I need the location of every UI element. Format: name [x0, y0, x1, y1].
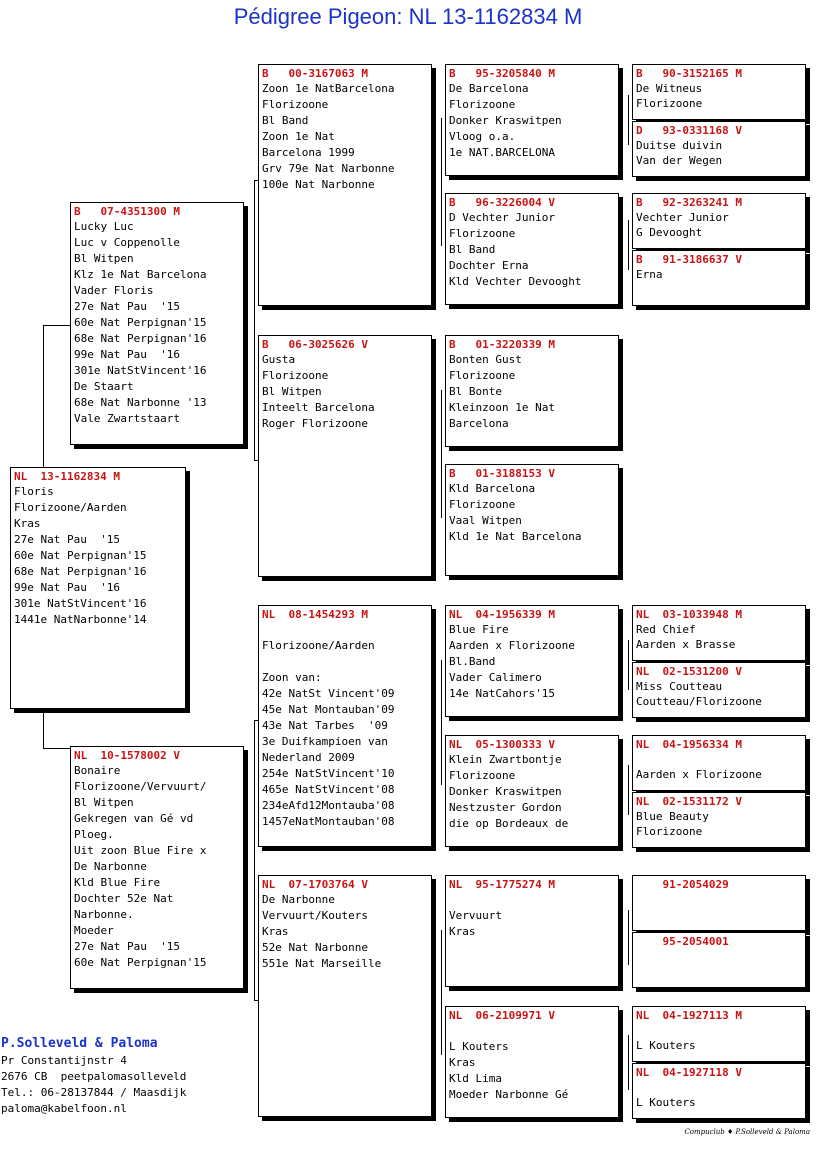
- owner-info: [1, 1035, 186, 1117]
- ring-number: B 00-3167063 M: [262, 67, 368, 80]
- info-line: 27e Nat Pau '15: [14, 533, 120, 546]
- info-line: De Barcelona: [449, 82, 529, 95]
- info-line: Dochter Erna: [449, 259, 529, 272]
- info-line: Inteelt Barcelona: [262, 401, 375, 414]
- ring-number: NL 04-1927113 M: [636, 1009, 742, 1022]
- ring-number: NL 04-1956334 M: [636, 738, 742, 751]
- ring-number: 91-2054029: [636, 878, 729, 891]
- info-line: Klein Zwartbontje: [449, 753, 562, 766]
- info-line: L Kouters: [636, 1039, 696, 1052]
- info-line: Florizoone/Aarden: [262, 639, 375, 652]
- info-line: Bl Band: [449, 243, 496, 256]
- ring-number: B 92-3263241 M: [636, 196, 742, 209]
- info-line: 42e NatSt Vincent'09: [262, 687, 395, 700]
- ring-number: NL 03-1033948 M: [636, 608, 742, 621]
- info-line: [262, 622, 428, 638]
- info-line: 301e NatStVincent'16: [14, 597, 147, 610]
- info-line: Florizoone: [636, 97, 703, 110]
- info-line: Narbonne.: [74, 908, 134, 921]
- info-line: Nestzuster Gordon: [449, 801, 562, 814]
- info-line: Bl Witpen: [74, 796, 134, 809]
- info-line: De Narbonne: [74, 860, 147, 873]
- ring-number: NL 04-1927118 V: [636, 1066, 742, 1079]
- ring-number: B 06-3025626 V: [262, 338, 368, 351]
- info-line: Zoon 1e NatBarcelona: [262, 82, 395, 95]
- connector: [441, 660, 442, 785]
- info-line: 60e Nat Perpignan'15: [74, 316, 207, 329]
- owner-email: paloma@kabelfoon.nl: [1, 1102, 127, 1115]
- ring-number: NL 13-1162834 M: [14, 470, 120, 483]
- ring-number: B 01-3220339 M: [449, 338, 555, 351]
- ancestor-card-mfmf: [632, 735, 806, 791]
- connector: [441, 118, 442, 246]
- info-line: 60e Nat Perpignan'15: [14, 549, 147, 562]
- info-line: Moeder Narbonne Gé: [449, 1088, 569, 1101]
- info-line: Zoon van:: [262, 671, 322, 684]
- ring-number: D 93-0331168 V: [636, 124, 742, 137]
- info-line: Barcelona 1999: [262, 146, 355, 159]
- info-line: L Kouters: [449, 1040, 509, 1053]
- ring-number: NL 04-1956339 M: [449, 608, 555, 621]
- info-line: Uit zoon Blue Fire x: [74, 844, 207, 857]
- info-line: Bl.Band: [449, 655, 496, 668]
- owner-phone: Tel.: 06-28137844 / Maasdijk: [1, 1086, 187, 1099]
- ring-number: B 90-3152165 M: [636, 67, 742, 80]
- ancestor-card-mmf: [445, 875, 619, 987]
- info-line: [636, 1023, 802, 1038]
- info-line: Kld Vechter Devooght: [449, 275, 582, 288]
- info-line: Florizoone: [262, 98, 329, 111]
- info-line: Aarden x Florizoone: [636, 768, 762, 781]
- info-line: Vale Zwartstaart: [74, 412, 180, 425]
- info-line: Florizoone: [449, 227, 516, 240]
- info-line: Van der Wegen: [636, 154, 723, 167]
- info-line: Lucky Luc: [74, 220, 134, 233]
- connector: [441, 930, 442, 1055]
- maternal-grandfather-card: [258, 605, 432, 847]
- info-line: Moeder: [74, 924, 114, 937]
- info-line: 52e Nat Narbonne: [262, 941, 368, 954]
- info-line: 1e NAT.BARCELONA: [449, 146, 555, 159]
- info-line: Florizoone: [636, 825, 703, 838]
- ring-number: NL 02-1531200 V: [636, 665, 742, 678]
- info-line: Coutteau/Florizoone: [636, 695, 762, 708]
- ancestor-card-ffmf: [632, 193, 806, 249]
- ancestor-card-mfm: [445, 735, 619, 847]
- ring-number: B 01-3188153 V: [449, 467, 555, 480]
- connector: [43, 709, 44, 749]
- info-line: 45e Nat Montauban'09: [262, 703, 395, 716]
- info-line: De Witneus: [636, 82, 703, 95]
- ancestor-card-mmff: [632, 875, 806, 931]
- ancestor-card-fffm: [632, 121, 806, 177]
- info-line: 68e Nat Perpignan'16: [74, 332, 207, 345]
- ancestor-card-mfff: [632, 605, 806, 661]
- info-line: Miss Coutteau: [636, 680, 723, 693]
- connector: [628, 910, 629, 965]
- info-line: 3e Duifkampioen van: [262, 735, 388, 748]
- info-line: Bl Witpen: [262, 385, 322, 398]
- info-line: Vader Calimero: [449, 671, 542, 684]
- info-line: Donker Kraswitpen: [449, 114, 562, 127]
- info-line: 27e Nat Pau '15: [74, 940, 180, 953]
- info-line: Klz 1e Nat Barcelona: [74, 268, 207, 281]
- info-line: 60e Nat Perpignan'15: [74, 956, 207, 969]
- subject-card: [10, 467, 186, 709]
- info-line: Kras: [14, 517, 41, 530]
- info-line: Blue Beauty: [636, 810, 709, 823]
- ancestor-card-fmf: [445, 335, 619, 447]
- info-line: Gusta: [262, 353, 296, 366]
- info-line: 68e Nat Narbonne '13: [74, 396, 207, 409]
- info-line: Bl Bonte: [449, 385, 502, 398]
- mother-card: [70, 746, 244, 989]
- info-line: Florizoone: [449, 498, 516, 511]
- info-line: Aarden x Brasse: [636, 638, 736, 651]
- info-line: Red Chief: [636, 623, 696, 636]
- info-line: De Narbonne: [262, 893, 335, 906]
- info-line: Bl Band: [262, 114, 309, 127]
- info-line: Gekregen van Gé vd: [74, 812, 194, 825]
- connector: [441, 390, 442, 518]
- info-line: [262, 654, 428, 670]
- info-line: Vaal Witpen: [449, 514, 522, 527]
- info-line: Kld Barcelona: [449, 482, 536, 495]
- ancestor-card-mffm: [632, 662, 806, 718]
- info-line: Florizoone: [449, 98, 516, 111]
- info-line: Grv 79e Nat Narbonne: [262, 162, 395, 175]
- info-line: 43e Nat Tarbes '09: [262, 719, 388, 732]
- info-line: Florizoone: [449, 369, 516, 382]
- page-title: Pédigree Pigeon: NL 13-1162834 M: [233, 4, 583, 29]
- info-line: Barcelona: [449, 417, 509, 430]
- info-line: Florizoone/Aarden: [14, 501, 127, 514]
- connector: [628, 640, 629, 690]
- connector: [628, 95, 629, 145]
- info-line: L Kouters: [636, 1096, 696, 1109]
- ring-number: B 96-3226004 V: [449, 196, 555, 209]
- paternal-grandfather-card: [258, 64, 432, 306]
- info-line: 465e NatStVincent'08: [262, 783, 395, 796]
- connector: [628, 765, 629, 815]
- info-line: Bonaire: [74, 764, 121, 777]
- info-line: Vader Floris: [74, 284, 154, 297]
- connector: [254, 180, 255, 460]
- info-line: Ploeg.: [74, 828, 114, 841]
- info-line: Aarden x Florizoone: [449, 639, 575, 652]
- info-line: 551e Nat Marseille: [262, 957, 382, 970]
- info-line: 1441e NatNarbonne'14: [14, 613, 147, 626]
- info-line: 1457eNatMontauban'08: [262, 815, 395, 828]
- info-line: 254e NatStVincent'10: [262, 767, 395, 780]
- info-line: Kld Blue Fire: [74, 876, 161, 889]
- info-line: [449, 892, 615, 908]
- info-line: Vechter Junior: [636, 211, 729, 224]
- info-line: 100e Nat Narbonne: [262, 178, 375, 191]
- info-line: Kras: [449, 925, 476, 938]
- owner-name: P.Solleveld & Paloma: [1, 1036, 158, 1051]
- connector: [628, 1035, 629, 1090]
- info-line: Floris: [14, 485, 54, 498]
- ring-number: NL 02-1531172 V: [636, 795, 742, 808]
- info-line: Kld Lima: [449, 1072, 502, 1085]
- paternal-grandmother-card: [258, 335, 432, 577]
- info-line: die op Bordeaux de: [449, 817, 569, 830]
- info-line: [636, 1080, 802, 1095]
- owner-address: Pr Constantijnstr 4: [1, 1054, 127, 1067]
- info-line: Duitse duivin: [636, 139, 723, 152]
- info-line: Zoon 1e Nat: [262, 130, 335, 143]
- info-line: Donker Kraswitpen: [449, 785, 562, 798]
- ancestor-card-fff: [445, 64, 619, 176]
- ring-number: B 91-3186637 V: [636, 253, 742, 266]
- ring-number: B 07-4351300 M: [74, 205, 180, 218]
- info-line: Vervuurt: [449, 909, 502, 922]
- ring-number: B 95-3205840 M: [449, 67, 555, 80]
- info-line: Vloog o.a.: [449, 130, 516, 143]
- info-line: Roger Florizoone: [262, 417, 368, 430]
- info-line: De Staart: [74, 380, 134, 393]
- ancestor-card-mmmf: [632, 1006, 806, 1062]
- info-line: Vervuurt/Kouters: [262, 909, 368, 922]
- info-line: Kleinzoon 1e Nat: [449, 401, 555, 414]
- info-line: Blue Fire: [449, 623, 509, 636]
- connector: [628, 220, 629, 270]
- info-line: 301e NatStVincent'16: [74, 364, 207, 377]
- ring-number: NL 06-2109971 V: [449, 1009, 555, 1022]
- info-line: Florizoone: [262, 369, 329, 382]
- info-line: Dochter 52e Nat: [74, 892, 174, 905]
- footer-credit: Compuclub ♦ P.Solleveld & Paloma: [684, 1128, 810, 1136]
- info-line: 68e Nat Perpignan'16: [14, 565, 147, 578]
- ancestor-card-mmm: [445, 1006, 619, 1118]
- ancestor-card-ffmm: [632, 250, 806, 306]
- ancestor-card-mfmm: [632, 792, 806, 848]
- owner-postcode: 2676 CB peetpalomasolleveld: [1, 1070, 187, 1083]
- info-line: [636, 752, 802, 767]
- info-line: Kld 1e Nat Barcelona: [449, 530, 582, 543]
- ring-number: NL 05-1300333 V: [449, 738, 555, 751]
- info-line: Florizoone/Vervuurt/: [74, 780, 207, 793]
- ancestor-card-fmm: [445, 464, 619, 576]
- connector: [43, 748, 71, 749]
- ancestor-card-mmmm: [632, 1063, 806, 1119]
- ancestor-card-mmfm: [632, 932, 806, 988]
- info-line: G Devooght: [636, 226, 703, 239]
- ring-number: NL 10-1578002 V: [74, 749, 180, 762]
- info-line: Bl Witpen: [74, 252, 134, 265]
- info-line: 99e Nat Pau '16: [74, 348, 180, 361]
- ring-number: NL 08-1454293 M: [262, 608, 368, 621]
- info-line: D Vechter Junior: [449, 211, 555, 224]
- father-card: [70, 202, 244, 445]
- info-line: 99e Nat Pau '16: [14, 581, 120, 594]
- maternal-grandmother-card: [258, 875, 432, 1117]
- info-line: 234eAfd12Montauba'08: [262, 799, 395, 812]
- ring-number: NL 07-1703764 V: [262, 878, 368, 891]
- ancestor-card-ffff: [632, 64, 806, 120]
- ring-number: 95-2054001: [636, 935, 729, 948]
- info-line: Nederland 2009: [262, 751, 355, 764]
- info-line: Kras: [262, 925, 289, 938]
- info-line: 27e Nat Pau '15: [74, 300, 180, 313]
- info-line: Erna: [636, 268, 663, 281]
- ring-number: NL 95-1775274 M: [449, 878, 555, 891]
- info-line: Bonten Gust: [449, 353, 522, 366]
- connector: [43, 325, 71, 326]
- info-line: Kras: [449, 1056, 476, 1069]
- connector: [43, 325, 44, 470]
- ancestor-card-mff: [445, 605, 619, 717]
- ancestor-card-ffm: [445, 193, 619, 305]
- info-line: Luc v Coppenolle: [74, 236, 180, 249]
- info-line: [449, 1023, 615, 1039]
- info-line: 14e NatCahors'15: [449, 687, 555, 700]
- connector: [254, 720, 255, 1000]
- info-line: Florizoone: [449, 769, 516, 782]
